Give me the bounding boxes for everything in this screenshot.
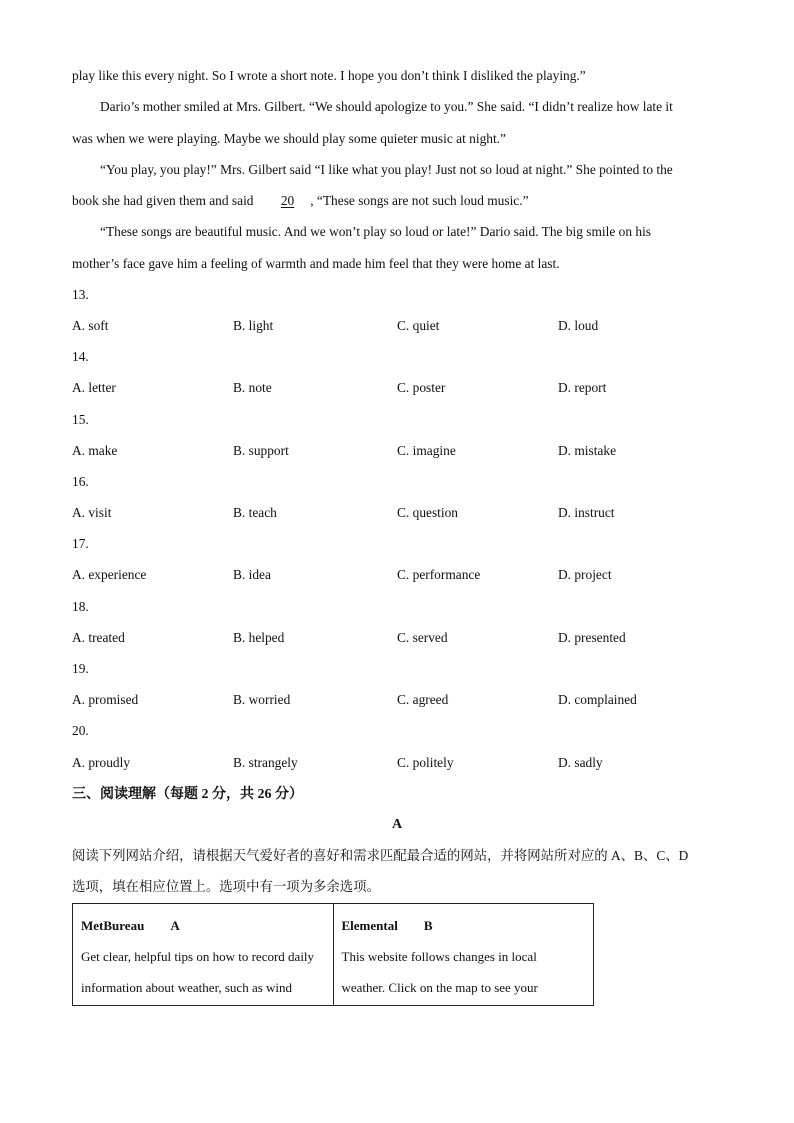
option-c[interactable]: C. poster bbox=[397, 380, 446, 395]
website-cell-b bbox=[333, 904, 594, 1006]
website-name: Elemental bbox=[341, 918, 398, 933]
option-b[interactable]: B. teach bbox=[233, 505, 277, 520]
section-heading: 三、阅读理解（每题 2 分，共 26 分） bbox=[72, 787, 303, 802]
passage-line: was when we were playing. Maybe we should play some quieter music at night.” bbox=[72, 131, 506, 146]
option-d[interactable]: D. complained bbox=[558, 692, 637, 707]
website-desc-line: information about weather, such as wind bbox=[81, 980, 293, 995]
website-letter: A bbox=[170, 918, 180, 933]
option-b[interactable]: B. light bbox=[233, 318, 274, 333]
option-a[interactable]: A. promised bbox=[72, 692, 139, 707]
part-title: A bbox=[391, 817, 403, 832]
instruction-line: 阅读下列网站介绍，请根据天气爱好者的喜好和需求匹配最合适的网站，并将网站所对应的 A、B、C、D bbox=[72, 848, 689, 863]
option-d[interactable]: D. loud bbox=[558, 318, 599, 333]
option-c[interactable]: C. question bbox=[397, 505, 459, 520]
option-a[interactable]: A. visit bbox=[72, 505, 112, 520]
website-name: MetBureau bbox=[81, 918, 145, 933]
option-a[interactable]: A. make bbox=[72, 443, 118, 458]
option-c[interactable]: C. imagine bbox=[397, 443, 456, 458]
question-number: 14. bbox=[72, 349, 89, 364]
question-number: 13. bbox=[72, 287, 89, 302]
question-number: 15. bbox=[72, 412, 89, 427]
question-number: 18. bbox=[72, 599, 89, 614]
option-a[interactable]: A. experience bbox=[72, 567, 147, 582]
question-number: 20. bbox=[72, 723, 89, 738]
instruction-line: 选项，填在相应位置上。选项中有一项为多余选项。 bbox=[72, 879, 380, 894]
option-c[interactable]: C. politely bbox=[397, 755, 454, 770]
option-c[interactable]: C. quiet bbox=[397, 318, 440, 333]
blank-20: 20 bbox=[280, 193, 295, 208]
option-b[interactable]: B. idea bbox=[233, 567, 271, 582]
passage-text: book she had given them and said bbox=[72, 193, 254, 208]
question-number: 19. bbox=[72, 661, 89, 676]
option-b[interactable]: B. helped bbox=[233, 630, 285, 645]
option-a[interactable]: A. treated bbox=[72, 630, 125, 645]
question-number: 16. bbox=[72, 474, 89, 489]
passage-line: “These songs are beautiful music. And we won’t play so loud or late!” Dario said. The big smile on his bbox=[100, 224, 652, 239]
website-desc-line: weather. Click on the map to see your bbox=[341, 980, 538, 995]
passage-line: play like this every night. So I wrote a short note. I hope you don’t think I disliked the playing.” bbox=[72, 68, 586, 83]
option-b[interactable]: B. support bbox=[233, 443, 289, 458]
option-d[interactable]: D. report bbox=[558, 380, 607, 395]
website-letter: B bbox=[423, 918, 433, 933]
option-c[interactable]: C. performance bbox=[397, 567, 481, 582]
passage-line: “You play, you play!” Mrs. Gilbert said “I like what you play! Just not so loud at night.” She pointed to the bbox=[100, 162, 673, 177]
passage-line: Dario’s mother smiled at Mrs. Gilbert. “We should apologize to you.” She said. “I didn’t realize how late it bbox=[100, 99, 673, 114]
option-b[interactable]: B. note bbox=[233, 380, 272, 395]
passage-line-with-blank bbox=[72, 192, 722, 210]
question-number: 17. bbox=[72, 536, 89, 551]
websites-table bbox=[72, 903, 594, 1006]
option-a[interactable]: A. letter bbox=[72, 380, 116, 395]
website-cell-a bbox=[73, 904, 334, 1006]
option-c[interactable]: C. served bbox=[397, 630, 448, 645]
website-desc-line: Get clear, helpful tips on how to record daily bbox=[81, 949, 315, 964]
option-b[interactable]: B. strangely bbox=[233, 755, 298, 770]
option-d[interactable]: D. presented bbox=[558, 630, 626, 645]
option-d[interactable]: D. project bbox=[558, 567, 612, 582]
option-c[interactable]: C. agreed bbox=[397, 692, 449, 707]
passage-line: mother’s face gave him a feeling of warmth and made him feel that they were home at last. bbox=[72, 256, 560, 271]
option-b[interactable]: B. worried bbox=[233, 692, 291, 707]
option-a[interactable]: A. soft bbox=[72, 318, 109, 333]
option-a[interactable]: A. proudly bbox=[72, 755, 131, 770]
passage-text: , “These songs are not such loud music.” bbox=[310, 193, 529, 208]
website-desc-line: This website follows changes in local bbox=[341, 949, 537, 964]
option-d[interactable]: D. sadly bbox=[558, 755, 603, 770]
option-d[interactable]: D. instruct bbox=[558, 505, 615, 520]
option-d[interactable]: D. mistake bbox=[558, 443, 617, 458]
